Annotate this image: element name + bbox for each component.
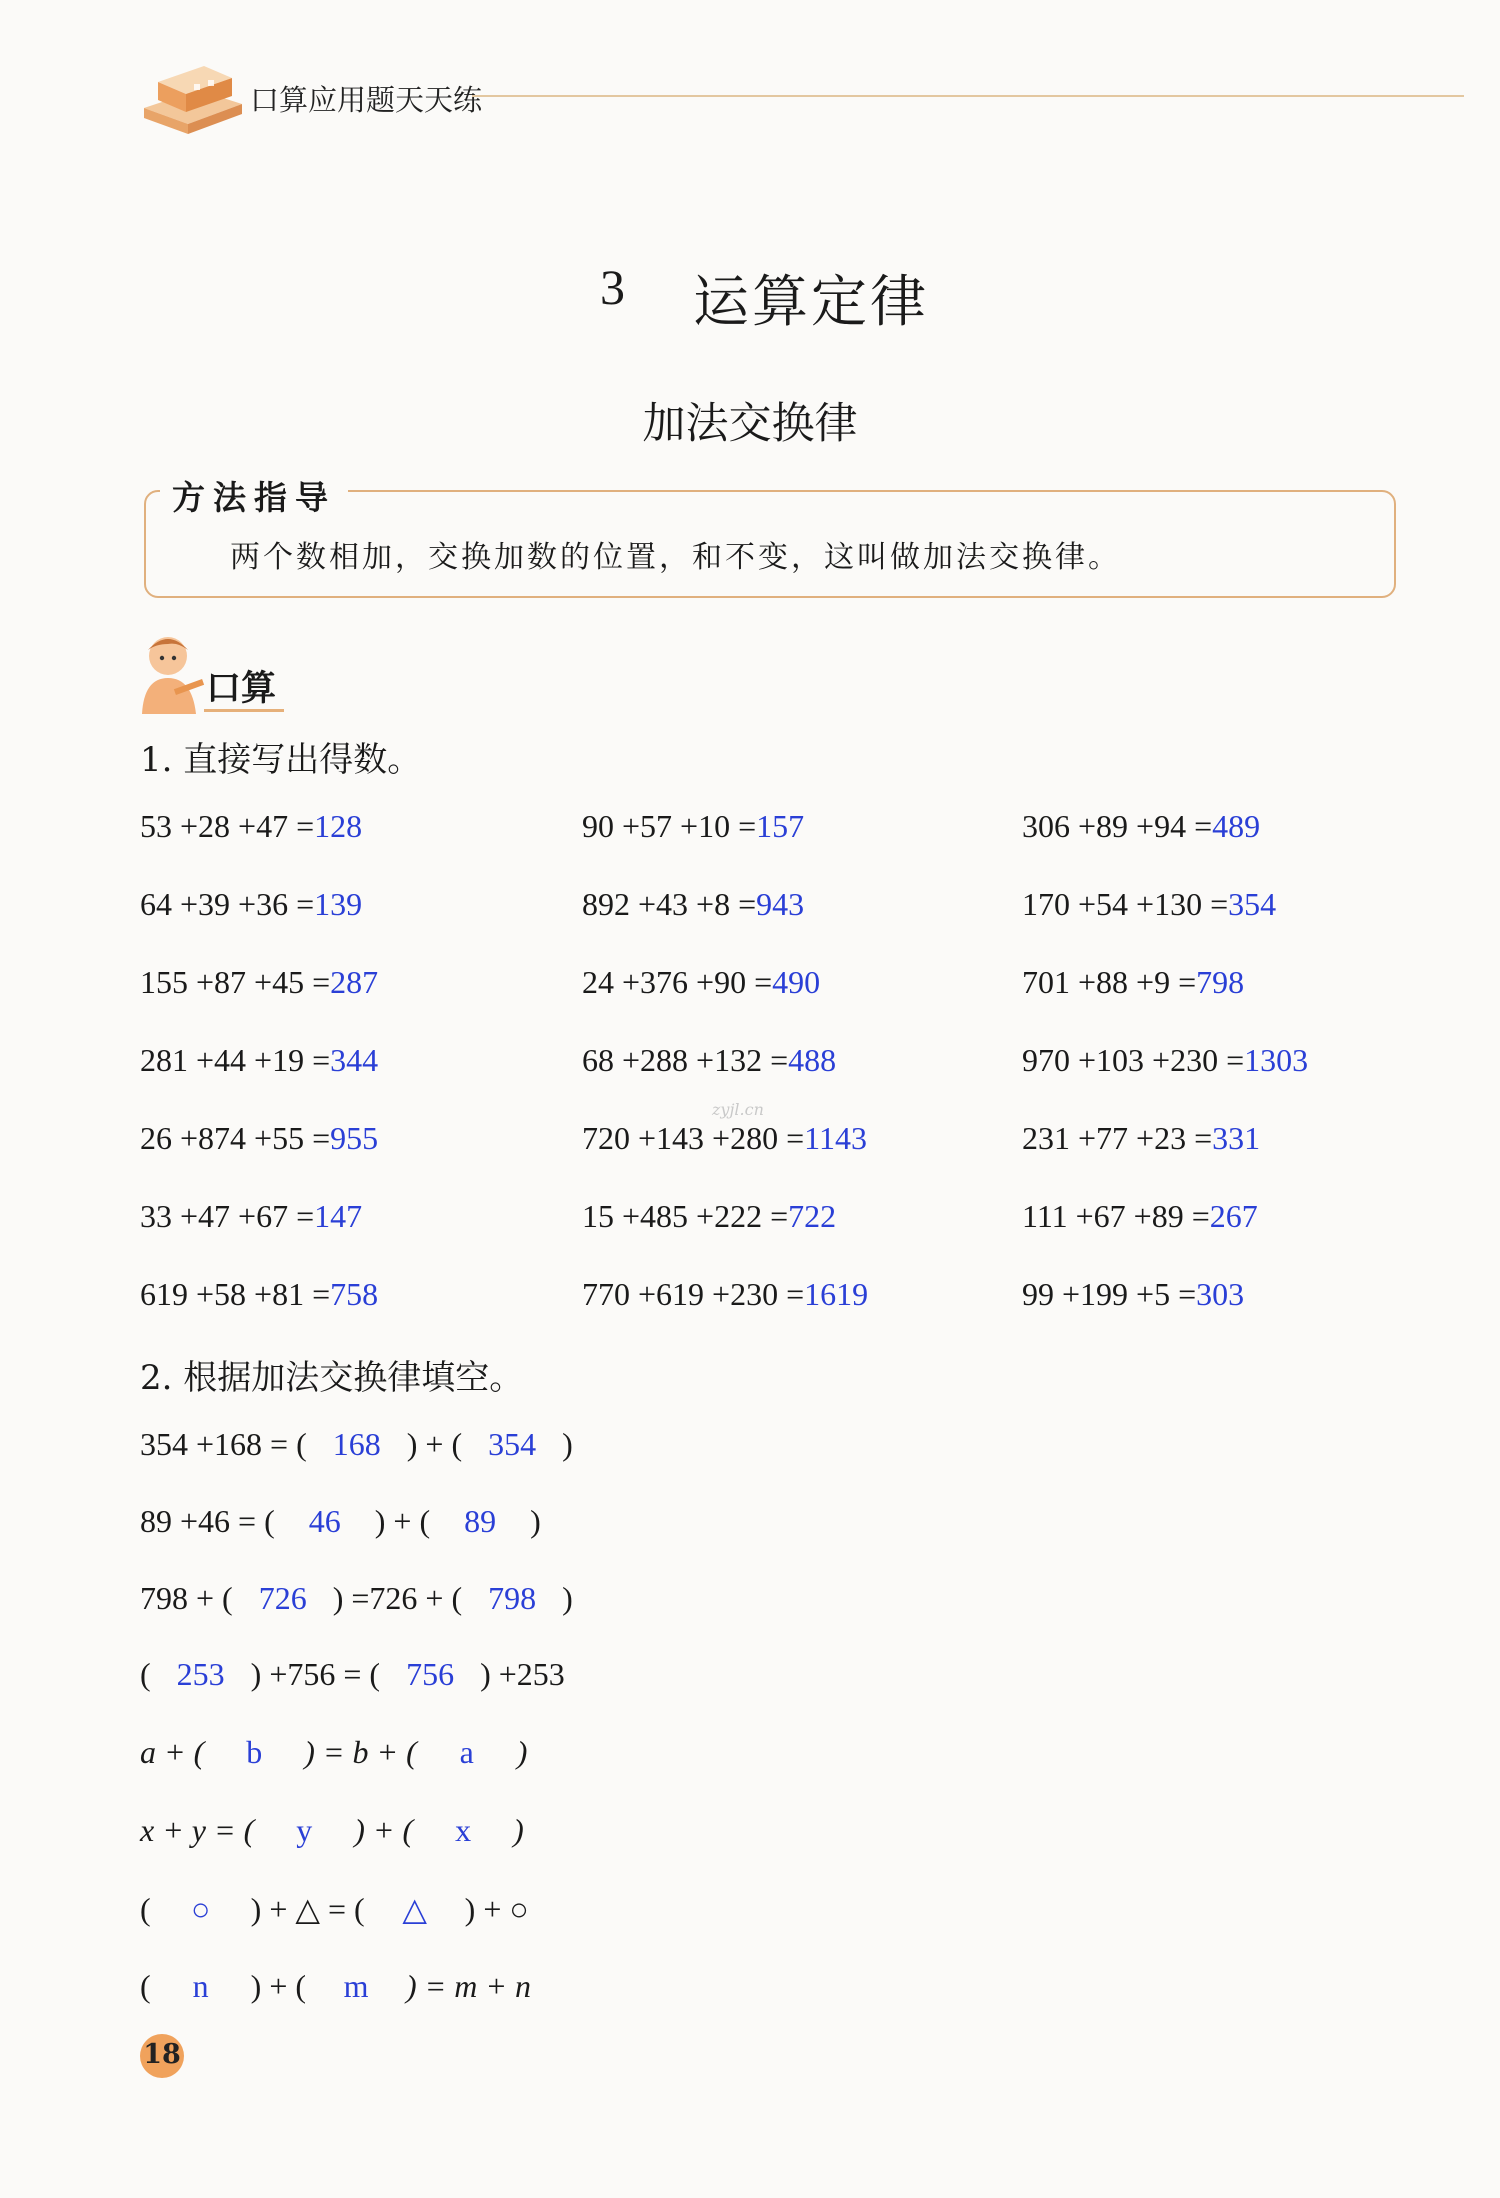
kousuan-underline — [204, 709, 284, 712]
equation: 619 +58 +81 =758 — [140, 1276, 379, 1312]
answer: 147 — [314, 1198, 363, 1234]
book-logo-icon — [138, 60, 250, 140]
equation: 281 +44 +19 =344 — [140, 1042, 379, 1078]
answer: 1619 — [804, 1276, 869, 1312]
chapter-title: 运算定律 — [693, 270, 929, 335]
blank-answer: 726 — [258, 1580, 307, 1616]
equation: 155 +87 +45 =287 — [140, 964, 379, 1000]
answer: 1143 — [804, 1120, 867, 1156]
question-2-title: 2. 根据加法交换律填空。 — [140, 1358, 524, 1398]
section-title: 加法交换律 — [642, 399, 858, 449]
blank-answer: 756 — [406, 1656, 455, 1692]
answer: 128 — [314, 808, 363, 844]
watermark: zyjl.cn — [712, 1100, 764, 1119]
method-guide-label: 方法指导 — [160, 472, 348, 519]
blank-answer: 46 — [308, 1503, 341, 1539]
equation: 720 +143 +280 =1143 — [582, 1120, 867, 1156]
student-icon — [134, 632, 210, 714]
answer: 157 — [756, 808, 805, 844]
book-title: 口算应用题天天练 — [250, 83, 483, 117]
answer: 955 — [330, 1120, 379, 1156]
equation: 892 +43 +8 =943 — [582, 886, 805, 922]
answer: 943 — [756, 886, 805, 922]
chapter-number: 3 — [600, 259, 625, 315]
blank-answer: x — [455, 1812, 472, 1848]
method-guide-text: 两个数相加，交换加数的位置，和不变，这叫做加法交换律。 — [230, 540, 1121, 575]
fill-blank-row: x + y = ( y ) + ( x ) — [140, 1812, 524, 1848]
fill-blank-row: 798 + ( 726 ) =726 + ( 798 ) — [140, 1580, 573, 1616]
fill-blank-row: ( 253 ) +756 = ( 756 ) +253 — [140, 1656, 565, 1692]
answer: 267 — [1209, 1198, 1258, 1234]
equation: 170 +54 +130 =354 — [1022, 886, 1277, 922]
answer: 722 — [788, 1198, 837, 1234]
blank-answer: m — [343, 1968, 369, 2004]
answer: 303 — [1196, 1276, 1245, 1312]
answer: 354 — [1228, 886, 1277, 922]
equation: 970 +103 +230 =1303 — [1022, 1042, 1309, 1078]
blank-answer: △ — [402, 1891, 427, 1927]
blank-answer: 798 — [488, 1580, 537, 1616]
page-number: 18 — [143, 2039, 181, 2070]
equation: 53 +28 +47 =128 — [140, 808, 363, 844]
fill-blank-row: 89 +46 = ( 46 ) + ( 89 ) — [140, 1503, 541, 1539]
blank-answer: n — [192, 1968, 209, 2004]
answer: 331 — [1212, 1120, 1261, 1156]
answer: 287 — [330, 964, 379, 1000]
answer: 344 — [330, 1042, 379, 1078]
question-1-title: 1. 直接写出得数。 — [140, 740, 422, 780]
answer: 489 — [1212, 808, 1261, 844]
answer: 490 — [772, 964, 821, 1000]
equation: 15 +485 +222 =722 — [582, 1198, 837, 1234]
equation: 99 +199 +5 =303 — [1022, 1276, 1245, 1312]
blank-answer: ○ — [190, 1891, 211, 1927]
fill-blank-row: a + ( b ) = b + ( a ) — [140, 1734, 528, 1770]
blank-answer: y — [296, 1812, 313, 1848]
header-divider — [472, 95, 1464, 97]
blank-answer: 168 — [332, 1426, 381, 1462]
fill-blank-row: ( n ) + ( m ) = m + n — [140, 1968, 531, 2004]
equation: 90 +57 +10 =157 — [582, 808, 805, 844]
answer: 798 — [1196, 964, 1245, 1000]
fill-blank-row: ( ○ ) + △ = ( △ ) + ○ — [140, 1891, 529, 1927]
equation: 24 +376 +90 =490 — [582, 964, 821, 1000]
answer: 758 — [330, 1276, 379, 1312]
equation: 701 +88 +9 =798 — [1022, 964, 1245, 1000]
equation: 26 +874 +55 =955 — [140, 1120, 379, 1156]
answer: 139 — [314, 886, 363, 922]
equation: 111 +67 +89 =267 — [1022, 1198, 1258, 1234]
equation: 64 +39 +36 =139 — [140, 886, 363, 922]
equation: 306 +89 +94 =489 — [1022, 808, 1261, 844]
equation: 231 +77 +23 =331 — [1022, 1120, 1261, 1156]
blank-answer: 89 — [464, 1503, 497, 1539]
equation: 33 +47 +67 =147 — [140, 1198, 363, 1234]
fill-blank-row: 354 +168 = ( 168 ) + ( 354 ) — [140, 1426, 573, 1462]
answer: 1303 — [1244, 1042, 1309, 1078]
kousuan-label: 口算 — [206, 669, 277, 709]
blank-answer: b — [246, 1734, 263, 1770]
blank-answer: a — [459, 1734, 474, 1770]
answer: 488 — [788, 1042, 837, 1078]
blank-answer: 253 — [176, 1656, 225, 1692]
blank-answer: 354 — [488, 1426, 537, 1462]
equation: 68 +288 +132 =488 — [582, 1042, 837, 1078]
equation: 770 +619 +230 =1619 — [582, 1276, 869, 1312]
